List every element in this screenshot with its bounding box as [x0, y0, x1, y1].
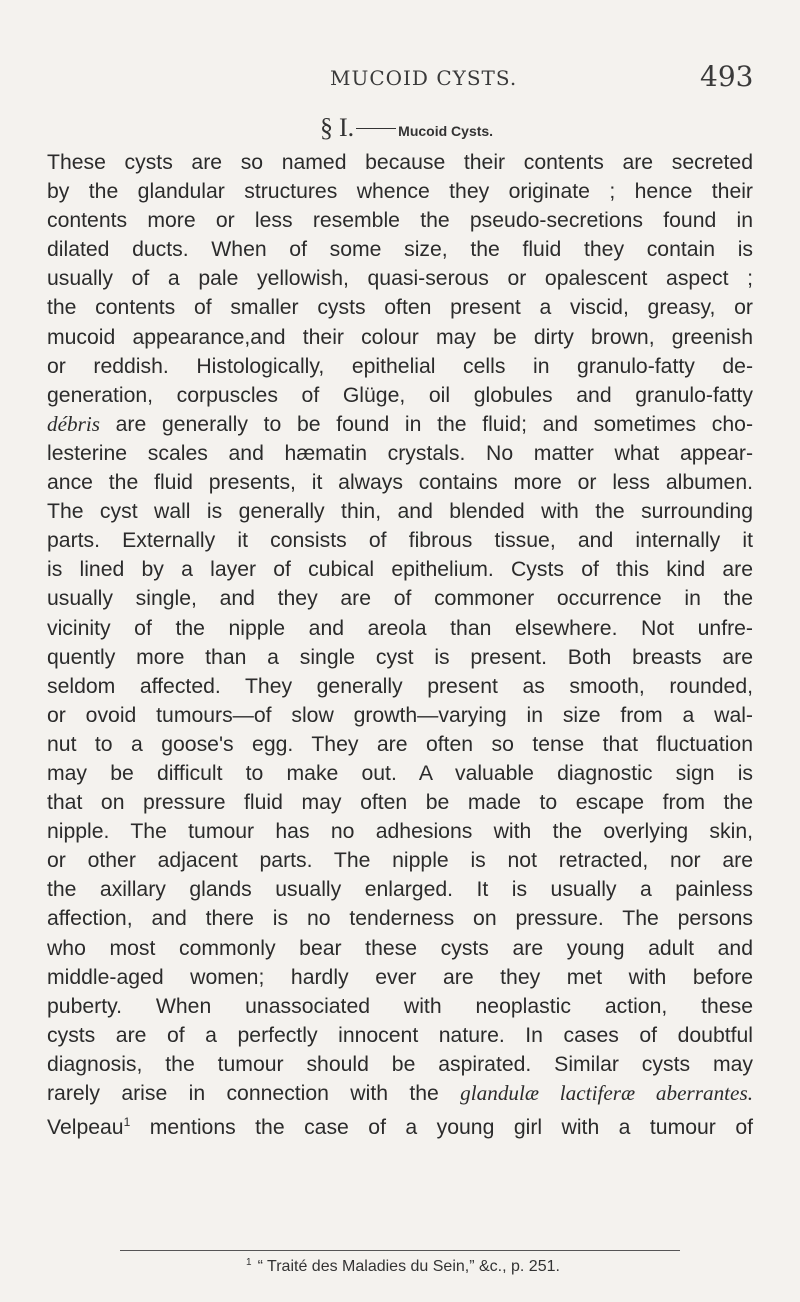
- footnote-rule: [120, 1250, 680, 1251]
- text-line-debris: [47, 410, 753, 439]
- text-line: The cyst wall is generally thin, and blended with the surrounding: [47, 500, 753, 524]
- italic-debris: débris: [47, 411, 100, 436]
- footnote: [246, 1257, 560, 1276]
- author-name: Velpeau: [47, 1116, 124, 1140]
- text-line: or ovoid tumours—of slow growth—varying in size from a wal-: [47, 703, 753, 727]
- text-line-start: rarely arise in connection with the: [47, 1082, 461, 1105]
- text-line: These cysts are so named because their contents are secreted: [47, 151, 753, 174]
- text-line: is lined by a layer of cubical epithelium. Cysts of this kind are: [47, 558, 753, 582]
- running-title: MUCOID CYSTS.: [330, 66, 518, 90]
- footnote-mark: 1: [246, 1257, 252, 1268]
- text-line-velpeau: [47, 1108, 753, 1140]
- section-title: Mucoid Cysts.: [398, 123, 494, 139]
- italic-latin-term: glandulæ lactiferæ aberrantes.: [460, 1081, 753, 1105]
- text-line: who most commonly bear these cysts are young adult and: [47, 936, 753, 960]
- text-line: parts. Externally it consists of fibrous tissue, and internally it: [47, 529, 753, 553]
- footnote-text: “ Traité des Maladies du Sein,” &c., p. 251.: [257, 1258, 560, 1275]
- text-line: diagnosis, the tumour should be aspirated. Similar cysts may: [47, 1052, 753, 1076]
- text-line: by the glandular structures whence they originate ; hence their: [47, 180, 753, 204]
- text-line: usually single, and they are of commoner occurrence in the: [47, 587, 753, 611]
- text-line: vicinity of the nipple and areola than elsewhere. Not unfre-: [47, 616, 753, 640]
- text-line: puberty. When unassociated with neoplastic action, these: [47, 994, 753, 1018]
- text-line: or other adjacent parts. The nipple is not retracted, nor are: [47, 849, 753, 873]
- text-line: mucoid appearance,and their colour may be dirty brown, greenish: [47, 325, 753, 349]
- text-line: lesterine scales and hæmatin crystals. No matter what appear-: [47, 441, 753, 465]
- section-number: I.: [339, 113, 355, 142]
- section-sign: §: [320, 113, 333, 142]
- text-line: the axillary glands usually enlarged. It is usually a painless: [47, 878, 753, 902]
- text-line: affection, and there is no tenderness on pressure. The persons: [47, 907, 753, 931]
- text-line: may be difficult to make out. A valuable diagnostic sign is: [47, 761, 753, 785]
- text-line-rest: mentions the case of a young girl with a tumour of: [130, 1116, 753, 1140]
- text-line: seldom affected. They generally present as smooth, rounded,: [47, 674, 753, 698]
- text-line: or reddish. Histologically, epithelial cells in granulo-fatty de-: [47, 354, 753, 378]
- text-line: ance the fluid presents, it always contains more or less albumen.: [47, 471, 753, 495]
- text-line: dilated ducts. When of some size, the fluid they contain is: [47, 238, 753, 262]
- text-line-latin: [47, 1079, 753, 1108]
- text-line: contents more or less resemble the pseudo-secretions found in: [47, 209, 753, 233]
- running-header: [0, 58, 800, 98]
- text-line: the contents of smaller cysts often present a viscid, greasy, or: [47, 296, 753, 320]
- text-line: quently more than a single cyst is present. Both breasts are: [47, 645, 753, 669]
- text-line: middle-aged women; hardly ever are they met with before: [47, 965, 753, 989]
- text-line: generation, corpuscles of Glüge, oil globules and granulo-fatty: [47, 383, 753, 407]
- text-line: nipple. The tumour has no adhesions with the overlying skin,: [47, 820, 753, 844]
- body-paragraph: [47, 148, 753, 1140]
- text-line: usually of a pale yellowish, quasi-serous or opalescent aspect ;: [47, 267, 753, 291]
- section-dash-rule: [356, 128, 396, 129]
- footnote-reference[interactable]: 1: [123, 1115, 131, 1130]
- text-line: nut to a goose's egg. They are often so tense that fluctuation: [47, 732, 753, 756]
- section-heading: [320, 113, 493, 143]
- text-line: cysts are of a perfectly innocent nature. In cases of doubtful: [47, 1023, 753, 1047]
- text-line-rest: are generally to be found in the fluid; and sometimes cho-: [99, 412, 753, 436]
- page-number: 493: [700, 60, 754, 93]
- text-line: that on pressure fluid may often be made to escape from the: [47, 791, 753, 815]
